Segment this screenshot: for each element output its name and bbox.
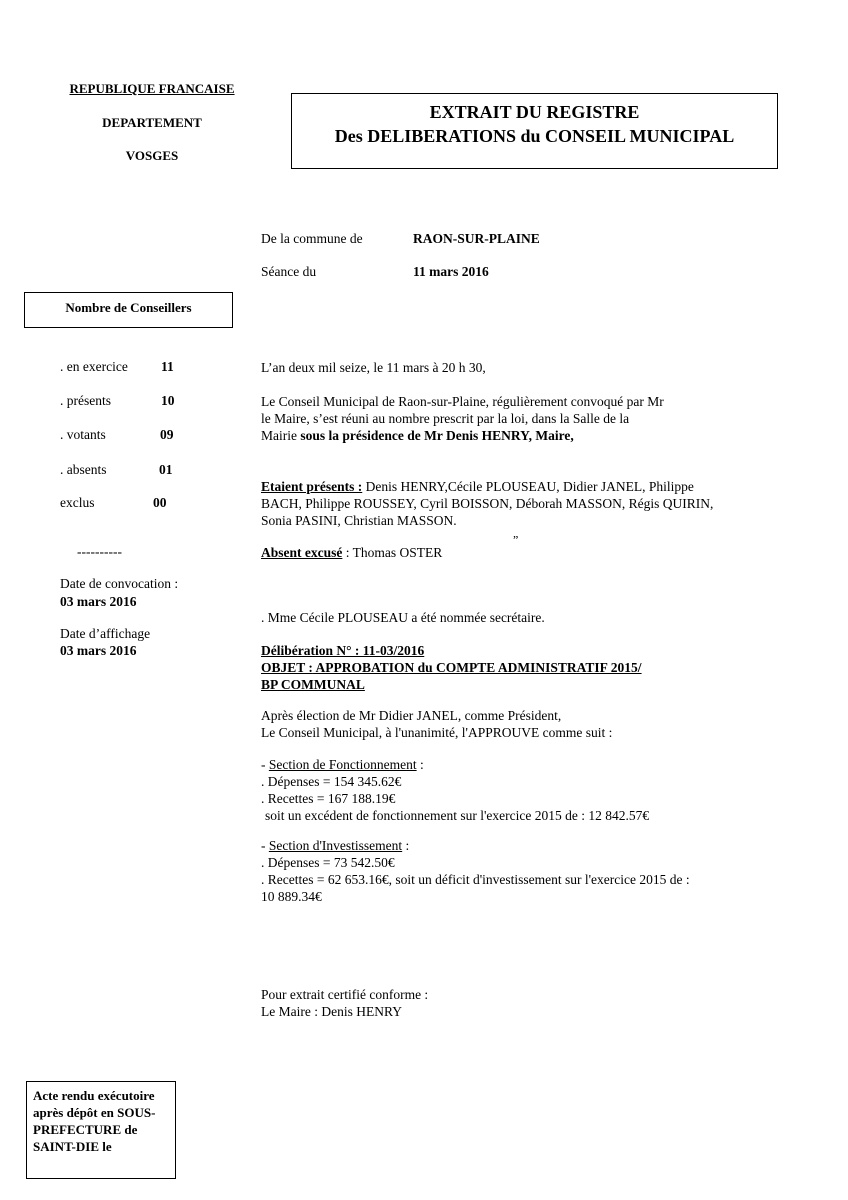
date-convocation-label: Date de convocation : — [60, 576, 179, 591]
deliberation-number: Délibération N° : 11-03/2016 — [261, 643, 425, 658]
investissement-label: Section d'Investissement — [268, 838, 403, 853]
investissement-recettes: . Recettes = 62 653.16€, soit un déficit d'investissement sur l'exercice 2015 de : — [261, 872, 690, 887]
apres-paragraph — [261, 707, 612, 741]
objet-line-2: BP COMMUNAL — [261, 677, 365, 692]
presents-heading: Etaient présents : — [261, 479, 363, 494]
fonctionnement-depenses: . Dépenses = 154 345.62€ — [261, 774, 402, 789]
date-affichage-label: Date d’affichage — [60, 626, 151, 641]
objet-title-1: APPROBATION du COMPTE ADMINISTRATIF 2015/ — [312, 660, 642, 675]
acte-line-3: PREFECTURE de — [33, 1122, 138, 1137]
republique-francaise: REPUBLIQUE FRANCAISE — [69, 81, 235, 96]
title-line-1: EXTRAIT DU REGISTRE — [429, 102, 640, 122]
investissement-dash: - — [261, 838, 269, 853]
votants-value: 09 — [160, 427, 174, 442]
commune-value: RAON-SUR-PLAINE — [413, 231, 540, 246]
presents-value: 10 — [161, 393, 175, 408]
maire-line: Le Maire : Denis HENRY — [261, 1004, 402, 1019]
apres-line-2: Le Conseil Municipal, à l'unanimité, l'APPROUVE comme suit : — [261, 725, 613, 740]
exclus-value: 00 — [153, 495, 167, 510]
presents-line-1 — [261, 478, 713, 495]
secretaire-line: . Mme Cécile PLOUSEAU a été nommée secrétaire. — [261, 610, 545, 625]
investissement-depenses: . Dépenses = 73 542.50€ — [261, 855, 395, 870]
conseil-paragraph — [261, 393, 664, 444]
seance-value: 11 mars 2016 — [413, 264, 489, 279]
investissement-section — [261, 837, 690, 905]
conseil-line-1: Le Conseil Municipal de Raon-sur-Plaine, régulièrement convoqué par Mr — [261, 394, 664, 409]
acte-line-2: après dépôt en SOUS- — [33, 1105, 156, 1120]
conseil-line-3 — [261, 427, 664, 444]
exclus-label: exclus — [60, 495, 95, 510]
date-affichage-value: 03 mars 2016 — [60, 643, 137, 658]
fonctionnement-recettes: . Recettes = 167 188.19€ — [261, 791, 396, 806]
presents-paragraph — [261, 478, 713, 529]
vosges-label: VOSGES — [125, 148, 179, 163]
absents-value: 01 — [159, 462, 173, 477]
departement-label: DEPARTEMENT — [102, 115, 202, 130]
separator-dashes: ---------- — [77, 544, 122, 559]
acte-line-1: Acte rendu exécutoire — [33, 1088, 155, 1103]
presents-line-3: Sonia PASINI, Christian MASSON. — [261, 513, 457, 528]
fonctionnement-section — [261, 756, 649, 824]
conseil-line-2: le Maire, s’est réuni au nombre prescrit par la loi, dans la Salle de la — [261, 411, 630, 426]
fonctionnement-heading — [261, 756, 649, 773]
objet-label: OBJET : — [261, 660, 313, 675]
votants-label: . votants — [60, 427, 106, 442]
absents-label: . absents — [60, 462, 107, 477]
certifie-line: Pour extrait certifié conforme : — [261, 987, 429, 1002]
fonctionnement-dash: - — [261, 757, 269, 772]
stray-mark: „ — [513, 526, 519, 540]
investissement-deficit: 10 889.34€ — [261, 889, 322, 904]
seance-label: Séance du — [261, 264, 317, 279]
presents-line-2: BACH, Philippe ROUSSEY, Cyril BOISSON, Déborah MASSON, Régis QUIRIN, — [261, 496, 714, 511]
exercice-label: . en exercice — [60, 359, 128, 374]
date-convocation-value: 03 mars 2016 — [60, 594, 137, 609]
absent-value: : Thomas OSTER — [342, 545, 443, 560]
investissement-colon: : — [402, 838, 410, 853]
absent-heading: Absent excusé — [261, 545, 343, 560]
document-title-box — [291, 93, 778, 169]
fonctionnement-excedent: soit un excédent de fonctionnement sur l'exercice 2015 de : 12 842.57€ — [265, 808, 650, 823]
nombre-conseillers-box: Nombre de Conseillers — [24, 292, 233, 328]
acte-line-4: SAINT-DIE le — [33, 1139, 112, 1154]
apres-line-1: Après élection de Mr Didier JANEL, comme Président, — [261, 708, 562, 723]
commune-label: De la commune de — [261, 231, 363, 246]
presents-names-1: Denis HENRY,Cécile PLOUSEAU, Didier JANEL, Philippe — [362, 479, 694, 494]
title-line-2: Des DELIBERATIONS du CONSEIL MUNICIPAL — [334, 126, 735, 146]
absent-line — [261, 544, 442, 561]
fonctionnement-label: Section de Fonctionnement — [268, 757, 417, 772]
exercice-value: 11 — [161, 359, 174, 374]
presents-label: . présents — [60, 393, 111, 408]
deliberation-block — [261, 642, 642, 693]
intro-line: L’an deux mil seize, le 11 mars à 20 h 30, — [261, 360, 486, 375]
objet-line-1 — [261, 659, 642, 676]
fonctionnement-colon: : — [416, 757, 424, 772]
conseil-line-3-mairie: Mairie — [261, 428, 301, 443]
conseil-line-3-presidence: sous la présidence de Mr Denis HENRY, Maire, — [300, 428, 574, 443]
acte-executoire-box — [26, 1081, 176, 1179]
investissement-heading — [261, 837, 690, 854]
signature-block — [261, 986, 428, 1020]
